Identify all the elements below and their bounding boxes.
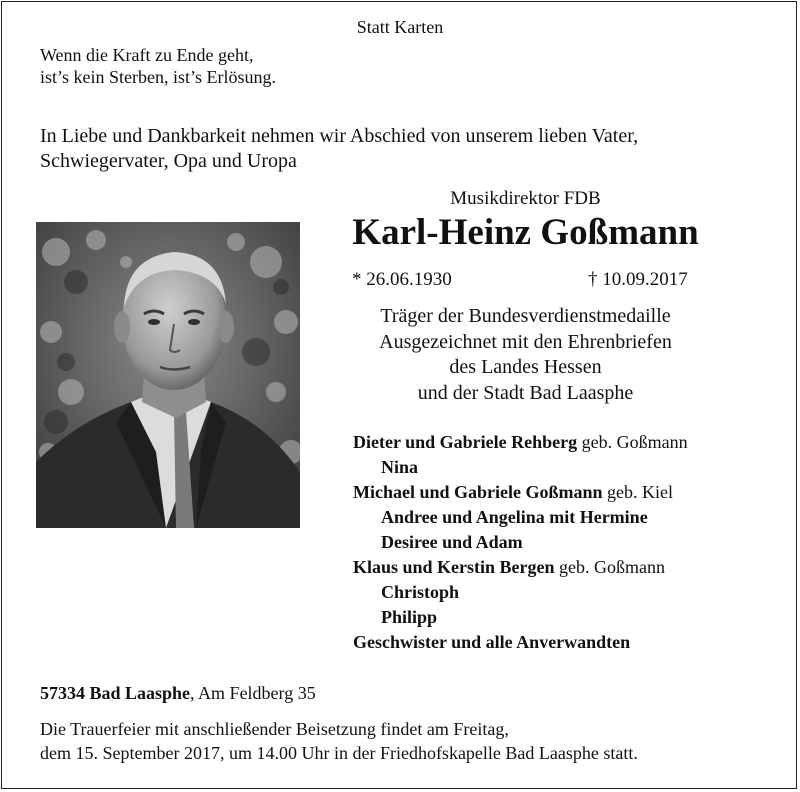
motto-line: ist’s kein Sterben, ist’s Erlösung. — [40, 67, 276, 87]
family-list — [353, 430, 688, 655]
family-row — [353, 580, 688, 605]
honor-line: Ausgezeichnet mit den Ehrenbriefen — [379, 330, 672, 353]
intro-line: Schwiegervater, Opa und Uropa — [40, 150, 297, 172]
family-row — [353, 430, 688, 455]
service-line: dem 15. September 2017, um 14.00 Uhr in der Friedhofskapelle Bad Laasphe statt. — [40, 743, 638, 763]
deceased-name: Karl-Heinz Goßmann — [352, 212, 699, 253]
family-row — [353, 480, 688, 505]
family-names: Christoph — [381, 582, 460, 602]
intro-text — [40, 124, 638, 174]
family-row — [353, 555, 688, 580]
family-names: Michael und Gabriele Goßmann — [353, 482, 603, 502]
honors — [338, 304, 713, 406]
family-names: Klaus und Kerstin Bergen — [353, 557, 555, 577]
address-street: , Am Feldberg 35 — [190, 683, 316, 703]
family-note: geb. Kiel — [602, 482, 674, 502]
family-names: Andree und Angelina mit Hermine — [381, 507, 648, 527]
honor-line: Träger der Bundesverdienstmedaille — [380, 305, 671, 327]
family-names: Desiree und Adam — [381, 532, 523, 552]
family-row — [353, 630, 688, 655]
honor-line: und der Stadt Bad Laasphe — [417, 381, 634, 404]
service-info — [40, 717, 638, 765]
family-note: geb. Goßmann — [554, 557, 666, 577]
motto-line: Wenn die Kraft zu Ende geht, — [40, 45, 254, 65]
address — [40, 682, 316, 704]
family-row — [353, 530, 688, 555]
birth-date: * 26.06.1930 — [352, 269, 452, 290]
intro-line: In Liebe und Dankbarkeit nehmen wir Abschied von unserem lieben Vater, — [40, 125, 639, 147]
motto — [40, 44, 276, 88]
address-city: 57334 Bad Laasphe — [40, 683, 191, 703]
family-row — [353, 505, 688, 530]
honor-line: des Landes Hessen — [449, 356, 602, 378]
header-text: Statt Karten — [356, 17, 444, 37]
death-date: † 10.09.2017 — [588, 269, 688, 290]
family-names: Nina — [381, 457, 419, 477]
family-names: Geschwister und alle Anverwandten — [353, 632, 631, 652]
family-row — [353, 605, 688, 630]
family-names: Dieter und Gabriele Rehberg — [353, 432, 578, 452]
family-names: Philipp — [381, 607, 438, 627]
family-note: geb. Goßmann — [577, 432, 688, 452]
deceased-title: Musikdirektor FDB — [450, 188, 601, 209]
portrait-photo — [36, 222, 300, 528]
service-line: Die Trauerfeier mit anschließender Beisetzung findet am Freitag, — [40, 719, 509, 739]
family-row — [353, 455, 688, 480]
